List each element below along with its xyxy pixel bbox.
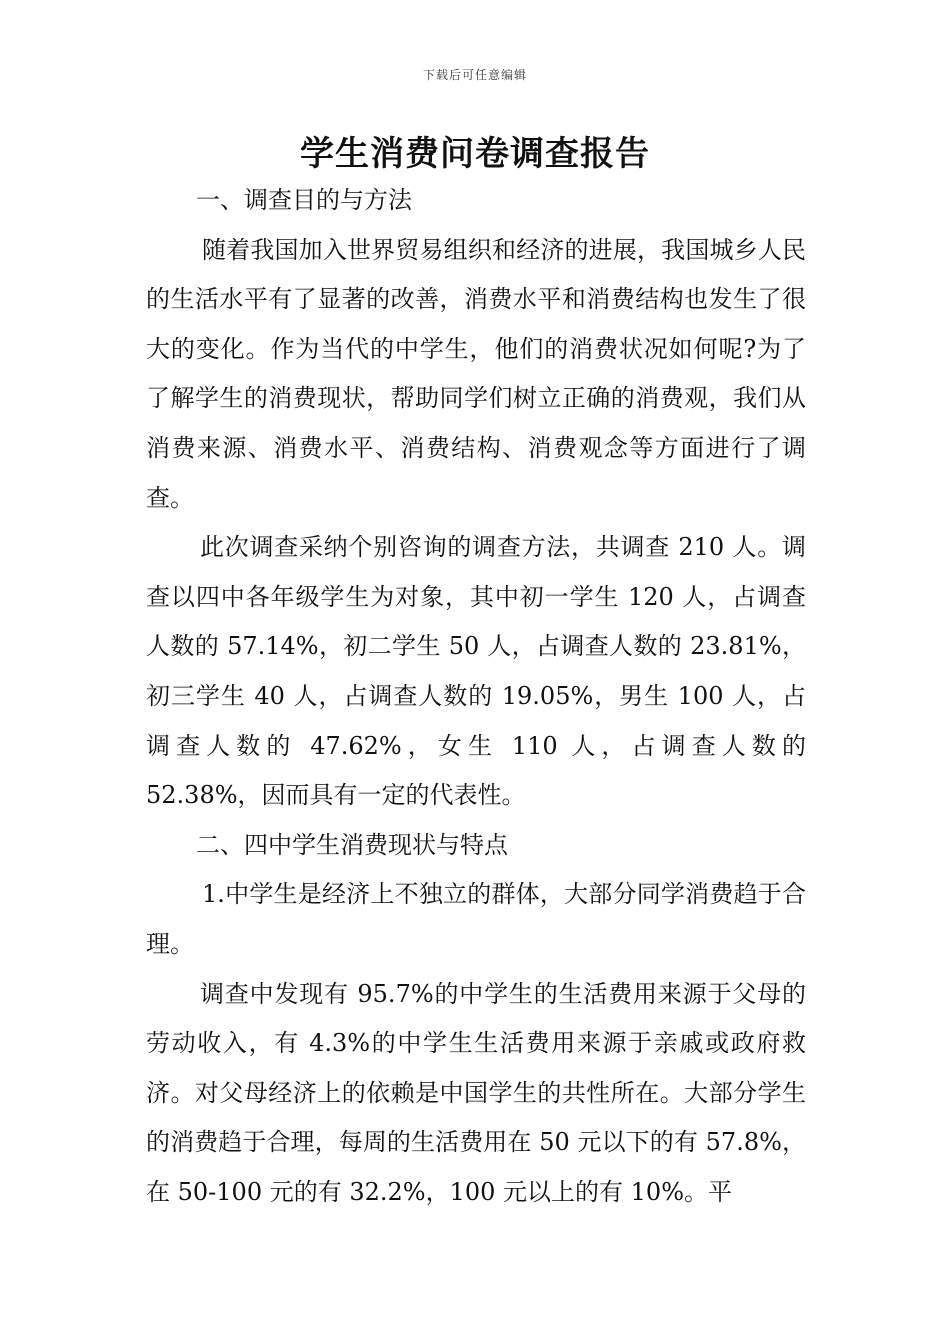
header-note: 下载后可任意编辑	[422, 68, 527, 82]
paragraph-findings: 调查中发现有 95.7%的中学生的生活费用来源于父母的劳动收入，有 4.3%的中学生生活费用来源于亲戚或政府救济。对父母经济上的依赖是中国学生的共性所在。大部分学生的消费趋于合理，每周的生活费用在 50 元以下的有 57.8%，在 50-100 元的有 32.2%，100 元以上的有 10%。平	[146, 979, 806, 1206]
document-body	[146, 176, 806, 1217]
section-heading-status-features: 二、四中学生消费现状与特点	[196, 830, 508, 859]
paragraph-survey-method: 此次调查采纳个别咨询的调查方法，共调查 210 人。调查以四中各年级学生为对象，其中初一学生 120 人，占调查人数的 57.14%，初二学生 50 人，占调查人数的 23.81%，初三学生 40 人，占调查人数的 19.05%，男生 100 人，占调查人数的 47.62%，女生 110 人，占调查人数的 52.38%，因而具有一定的代表性。	[146, 533, 806, 810]
document-title: 学生消费问卷调查报告	[300, 134, 650, 174]
subheading-economic-dependence: 1.中学生是经济上不独立的群体，大部分同学消费趋于合理。	[146, 880, 806, 958]
section-heading-purpose-method: 一、调查目的与方法	[196, 186, 412, 214]
paragraph-background: 随着我国加入世界贸易组织和经济的进展，我国城乡人民的生活水平有了显著的改善，消费水平和消费结构也发生了很大的变化。作为当代的中学生，他们的消费状况如何呢?为了了解学生的消费现状，帮助同学们树立正确的消费观，我们从消费来源、消费水平、消费结构、消费观念等方面进行了调查。	[146, 235, 806, 512]
